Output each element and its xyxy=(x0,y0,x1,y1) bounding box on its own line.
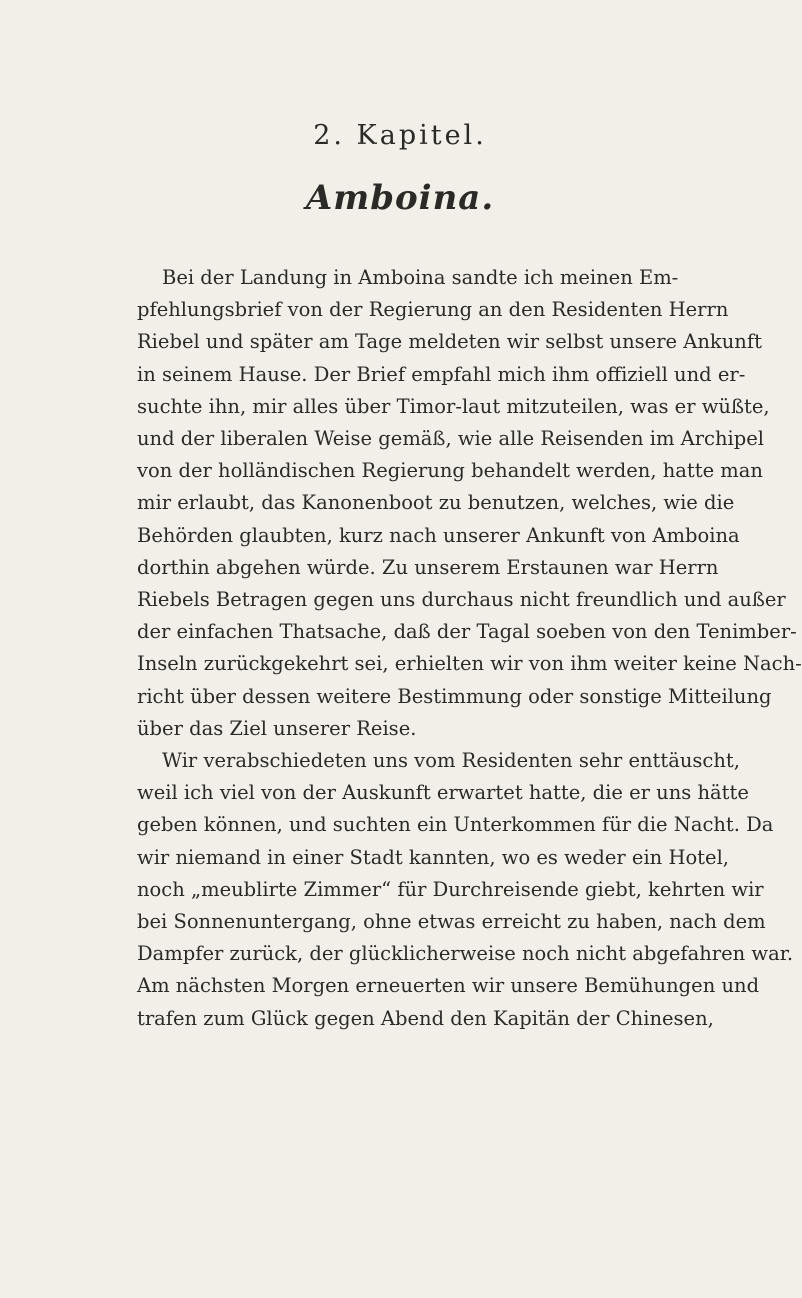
text-line: Behörden glaubten, kurz nach unserer Ankunft von Amboina xyxy=(137,523,740,547)
text-line: in seinem Hause. Der Brief empfahl mich ihm offiziell und er- xyxy=(137,362,746,386)
text-line: wir niemand in einer Stadt kannten, wo es weder ein Hotel, xyxy=(137,845,729,869)
text-line: Am nächsten Morgen erneuerten wir unsere Bemühungen und xyxy=(137,974,760,998)
text-line: von der holländischen Regierung behandelt werden, hatte man xyxy=(137,459,763,483)
text-line: pfehlungsbrief von der Regierung an den Residenten Herrn xyxy=(137,298,729,322)
body-text xyxy=(137,262,802,1035)
text-line: Riebel und später am Tage meldeten wir selbst unsere Ankunft xyxy=(137,330,762,354)
text-line: weil ich viel von der Auskunft erwartet hatte, die er uns hätte xyxy=(137,781,749,805)
text-line: der einfachen Thatsache, daß der Tagal soeben von den Tenimber- xyxy=(137,620,797,644)
text-line: über das Ziel unserer Reise. xyxy=(137,716,417,740)
text-line: mir erlaubt, das Kanonenboot zu benutzen, welches, wie die xyxy=(137,491,735,515)
text-line: Dampfer zurück, der glücklicherweise noch nicht abgefahren war. xyxy=(137,942,794,966)
chapter-title: Amboina. xyxy=(305,178,495,218)
text-line: Inseln zurückgekehrt sei, erhielten wir von ihm weiter keine Nach- xyxy=(137,652,802,676)
text-line: noch „meublirte Zimmer“ für Durchreisende giebt, kehrten wir xyxy=(137,877,764,901)
text-line: Wir verabschiedeten uns vom Residenten sehr enttäuscht, xyxy=(162,749,740,773)
text-line: und der liberalen Weise gemäß, wie alle Reisenden im Archipel xyxy=(137,427,765,451)
text-line: dorthin abgehen würde. Zu unserem Erstaunen war Herrn xyxy=(137,555,719,579)
text-line: trafen zum Glück gegen Abend den Kapitän der Chinesen, xyxy=(137,1006,714,1030)
text-line: richt über dessen weitere Bestimmung oder sonstige Mitteilung xyxy=(137,684,772,708)
chapter-number: 2. Kapitel. xyxy=(313,120,487,151)
text-line: Riebels Betragen gegen uns durchaus nicht freundlich und außer xyxy=(137,588,786,612)
text-line: geben können, und suchten ein Unterkommen für die Nacht. Da xyxy=(137,813,774,837)
text-line: suchte ihn, mir alles über Timor-laut mitzuteilen, was er wüßte, xyxy=(137,394,770,418)
text-line: bei Sonnenuntergang, ohne etwas erreicht zu haben, nach dem xyxy=(137,910,766,934)
text-line: Bei der Landung in Amboina sandte ich meinen Em- xyxy=(162,266,679,289)
